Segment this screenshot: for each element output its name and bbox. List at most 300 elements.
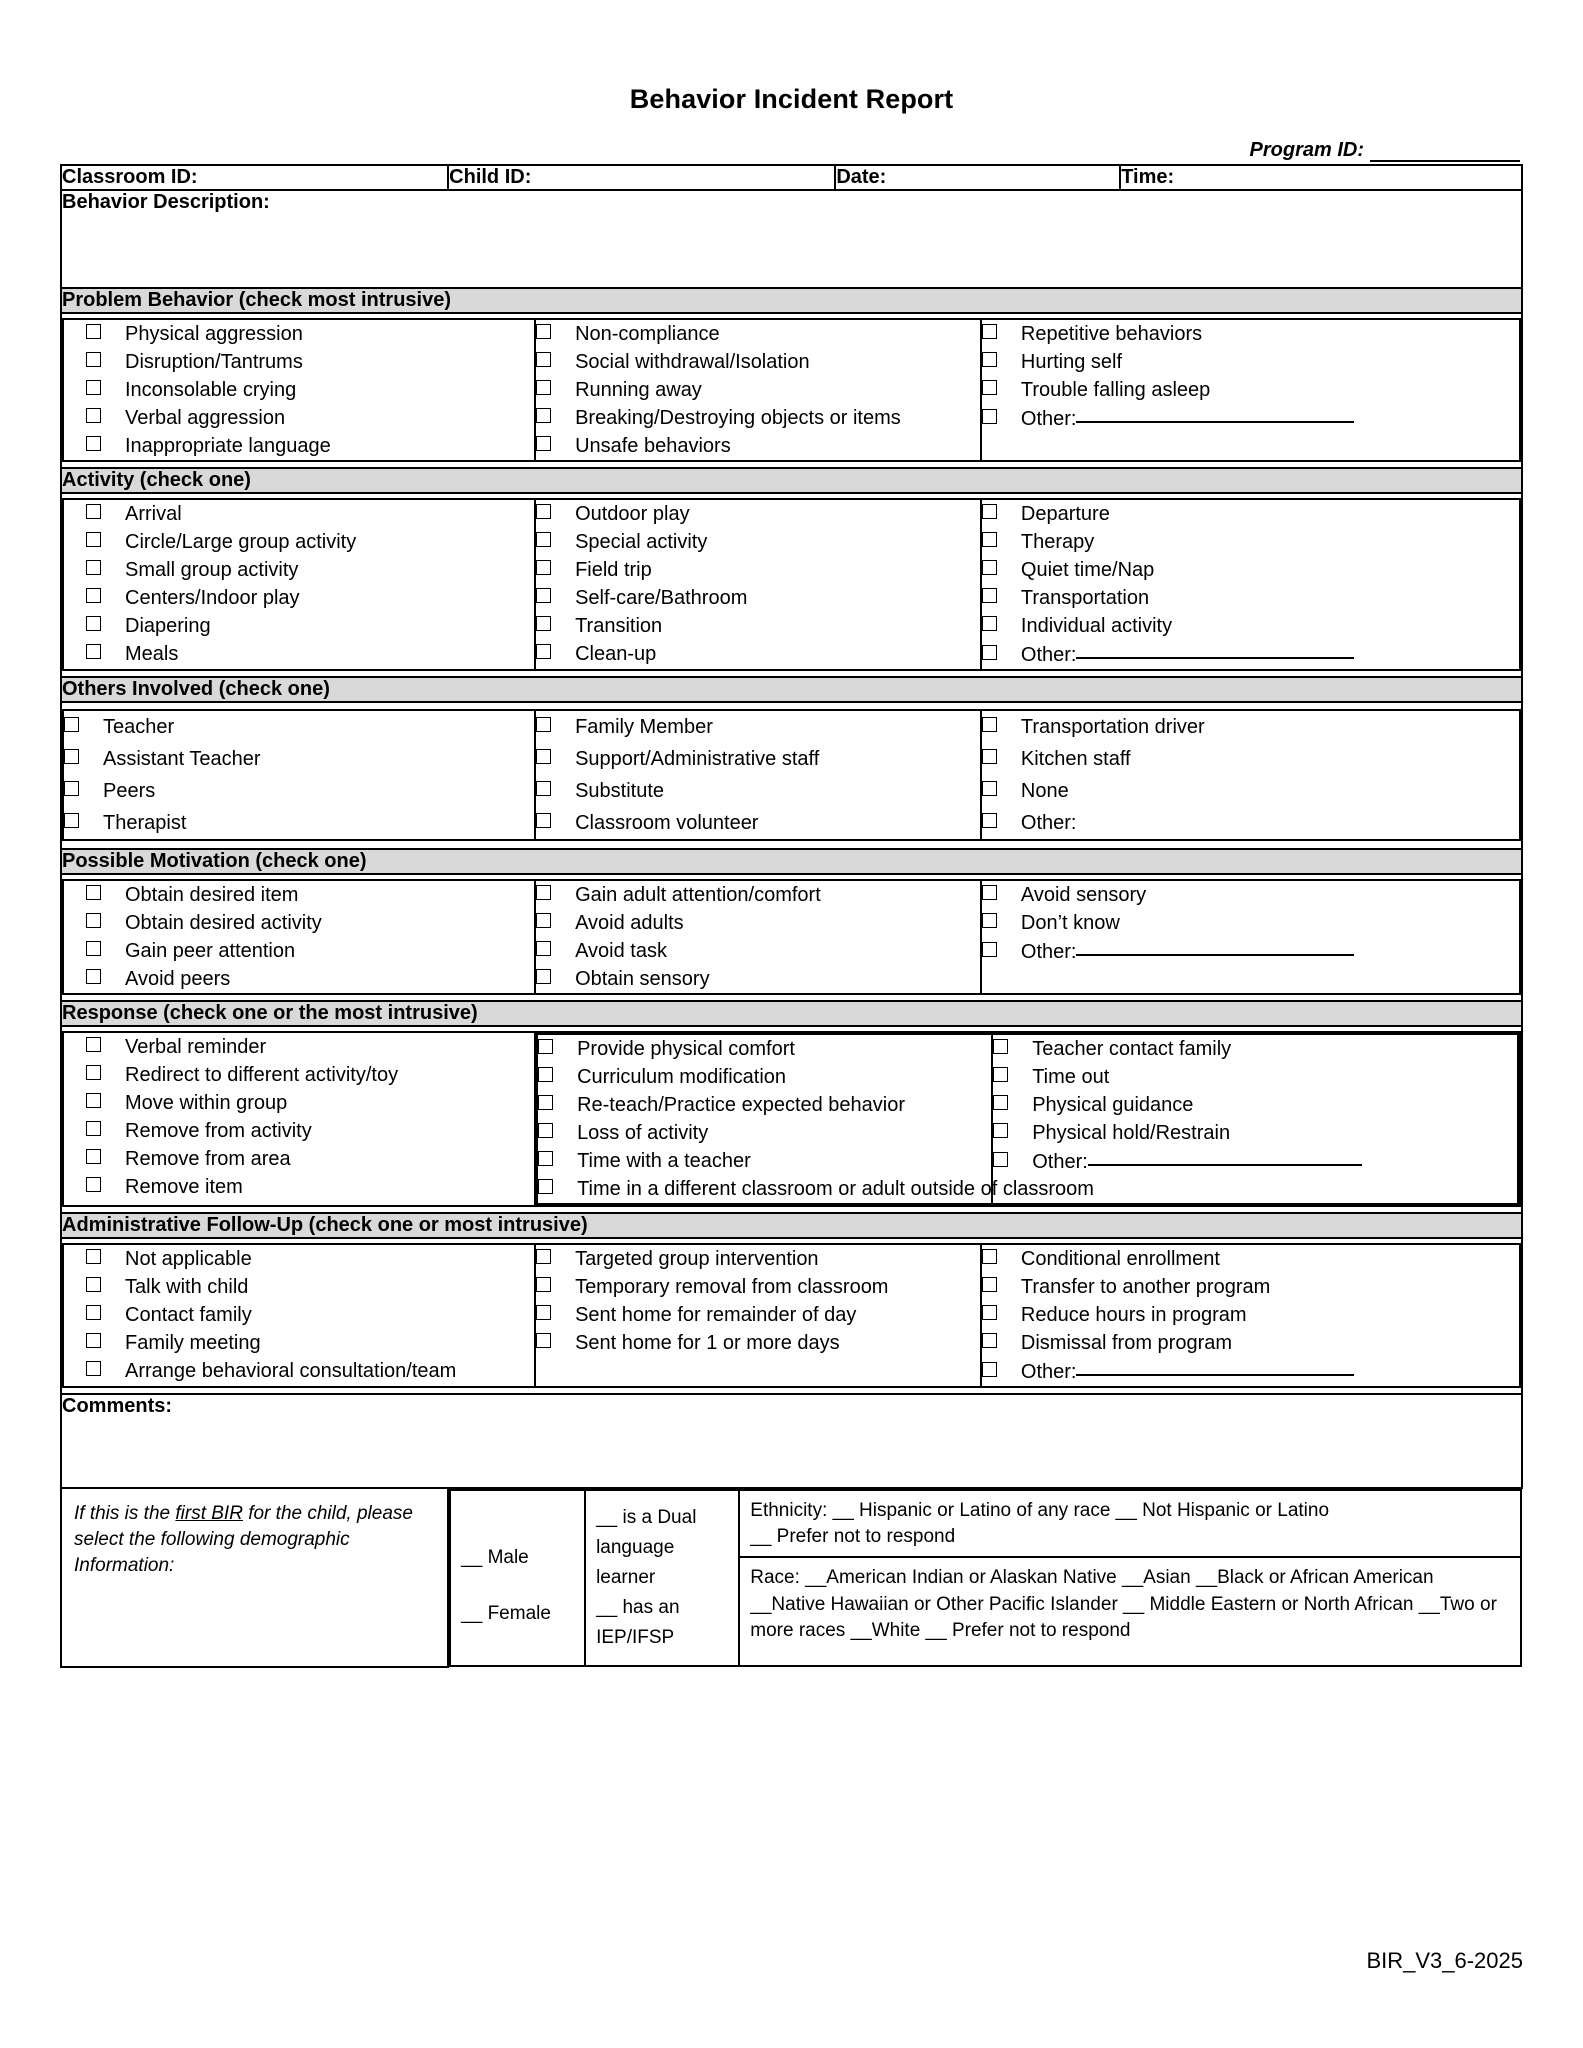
option-label: Avoid sensory [1020, 884, 1147, 906]
option-label: Breaking/Destroying objects or items [575, 407, 901, 429]
checkbox-icon[interactable] [982, 781, 997, 796]
checkbox-icon[interactable] [982, 1277, 997, 1292]
response-col-2-3 [535, 1032, 1520, 1206]
checkbox-icon[interactable] [64, 717, 79, 732]
checkbox-icon[interactable] [86, 885, 101, 900]
program-id-field[interactable] [60, 139, 1523, 162]
response-subgrid [536, 1033, 1519, 1205]
others-involved-col-1 [63, 710, 535, 840]
checkbox-row[interactable] [536, 1245, 980, 1273]
other-blank-line[interactable] [1076, 406, 1354, 423]
other-blank-line[interactable] [1076, 939, 1354, 956]
behavior-description-row [61, 190, 1522, 288]
checkbox-icon[interactable] [982, 380, 997, 395]
checkbox-row[interactable] [993, 1035, 1517, 1063]
checkbox-icon[interactable] [982, 532, 997, 547]
checkbox-icon[interactable] [86, 913, 101, 928]
checkbox-icon[interactable] [982, 616, 997, 631]
problem-behavior-options-cell [61, 313, 1522, 468]
option-label: Therapist [103, 812, 187, 834]
checkbox-icon[interactable] [536, 560, 551, 575]
checkbox-icon[interactable] [982, 324, 997, 339]
option-label: Don’t know [1020, 912, 1120, 934]
possible-motivation-options-row [61, 874, 1522, 1001]
checkbox-icon[interactable] [536, 588, 551, 603]
sex-options[interactable] [451, 1515, 584, 1641]
checkbox-row[interactable] [536, 711, 980, 743]
checkbox-row-other[interactable] [982, 937, 1519, 966]
checkbox-icon[interactable] [982, 813, 997, 828]
checkbox-icon[interactable] [538, 1095, 553, 1110]
checkbox-icon[interactable] [993, 1152, 1008, 1167]
checkbox-icon[interactable] [538, 1067, 553, 1082]
checkbox-row[interactable] [536, 909, 980, 937]
checkbox-icon[interactable] [982, 588, 997, 603]
checkbox-row[interactable] [64, 556, 534, 584]
checkbox-row[interactable] [64, 640, 534, 668]
checkbox-row[interactable] [538, 1063, 991, 1091]
checkbox-row[interactable] [982, 775, 1519, 807]
checkbox-icon[interactable] [86, 1149, 101, 1164]
activity-col-2 [535, 499, 981, 670]
option-label: Running away [575, 379, 702, 401]
option-label: Disruption/Tantrums [125, 351, 303, 373]
checkbox-icon[interactable] [982, 942, 997, 957]
document-version-code: BIR_V3_6-2025 [1366, 1948, 1523, 1973]
checkbox-icon[interactable] [86, 1361, 101, 1376]
problem-behavior-options-row [61, 313, 1522, 468]
checkbox-icon[interactable] [536, 352, 551, 367]
checkbox-row[interactable] [982, 612, 1519, 640]
checkbox-icon[interactable] [86, 1065, 101, 1080]
option-label: Support/Administrative staff [575, 748, 820, 770]
ethnicity-line-2[interactable]: __ Prefer not to respond [750, 1525, 956, 1547]
checkbox-row[interactable] [64, 404, 534, 432]
option-label: Redirect to different activity/toy [125, 1064, 399, 1086]
checkbox-icon[interactable] [86, 560, 101, 575]
checkbox-icon[interactable] [536, 644, 551, 659]
checkbox-icon[interactable] [538, 1179, 553, 1194]
comments-cell[interactable]: Comments: [61, 1394, 1522, 1488]
checkbox-icon[interactable] [536, 324, 551, 339]
option-label: Kitchen staff [1020, 748, 1131, 770]
activity-grid [62, 498, 1521, 671]
option-label: Sent home for 1 or more days [575, 1332, 840, 1354]
sex-option-male[interactable]: __ Male [461, 1547, 529, 1569]
checkbox-row[interactable] [993, 1091, 1517, 1119]
checkbox-row[interactable] [982, 1273, 1519, 1301]
checkbox-icon[interactable] [86, 941, 101, 956]
checkbox-row[interactable] [538, 1091, 991, 1119]
option-label: Conditional enrollment [1020, 1248, 1220, 1270]
checkbox-row[interactable] [536, 556, 980, 584]
checkbox-row[interactable] [982, 584, 1519, 612]
checkbox-row[interactable] [64, 1145, 534, 1173]
checkbox-icon[interactable] [538, 1123, 553, 1138]
checkbox-icon[interactable] [86, 532, 101, 547]
status-options-cell [585, 1490, 739, 1666]
option-label: Temporary removal from classroom [575, 1276, 889, 1298]
option-label: Reduce hours in program [1020, 1304, 1247, 1326]
checkbox-icon[interactable] [536, 969, 551, 984]
option-label: Verbal reminder [125, 1036, 267, 1058]
checkbox-row[interactable] [536, 965, 980, 993]
checkbox-row[interactable] [64, 376, 534, 404]
option-label: None [1020, 780, 1069, 802]
checkbox-row[interactable] [64, 711, 534, 743]
checkbox-row[interactable] [64, 1301, 534, 1329]
demographics-intro-before: If this is the [74, 1503, 176, 1524]
checkbox-icon[interactable] [538, 1039, 553, 1054]
checkbox-icon[interactable] [86, 1037, 101, 1052]
checkbox-icon[interactable] [86, 352, 101, 367]
checkbox-icon[interactable] [536, 616, 551, 631]
checkbox-icon[interactable] [536, 1277, 551, 1292]
option-label: Time out [1032, 1066, 1110, 1088]
checkbox-row[interactable] [982, 909, 1519, 937]
checkbox-row[interactable] [982, 348, 1519, 376]
checkbox-icon[interactable] [536, 717, 551, 732]
other-blank-line[interactable] [1076, 642, 1354, 659]
checkbox-row[interactable] [982, 556, 1519, 584]
checkbox-row[interactable] [536, 640, 980, 668]
checkbox-icon[interactable] [86, 1093, 101, 1108]
option-label: Avoid adults [575, 912, 684, 934]
checkbox-row[interactable] [536, 376, 980, 404]
checkbox-icon[interactable] [86, 644, 101, 659]
checkbox-icon[interactable] [982, 352, 997, 367]
checkbox-icon[interactable] [64, 781, 79, 796]
checkbox-row[interactable] [64, 1357, 534, 1385]
response-options-row [61, 1026, 1522, 1213]
checkbox-icon[interactable] [86, 1177, 101, 1192]
ethnicity-race-cell [739, 1490, 1521, 1666]
checkbox-icon[interactable] [982, 885, 997, 900]
checkbox-row[interactable] [536, 404, 980, 432]
checkbox-row[interactable] [64, 1089, 534, 1117]
others-involved-options-row [61, 702, 1522, 849]
option-label: Not applicable [125, 1248, 252, 1270]
checkbox-row[interactable] [982, 376, 1519, 404]
option-label: Other: [1020, 408, 1077, 430]
checkbox-row[interactable] [536, 500, 980, 528]
option-label: Arrange behavioral consultation/team [125, 1360, 457, 1382]
checkbox-row-other[interactable] [982, 404, 1519, 433]
checkbox-icon[interactable] [993, 1039, 1008, 1054]
others-involved-col-3 [981, 710, 1520, 840]
option-label: Transfer to another program [1020, 1276, 1271, 1298]
checkbox-icon[interactable] [86, 1249, 101, 1264]
problem-behavior-heading-row [61, 288, 1522, 313]
checkbox-row[interactable] [982, 1301, 1519, 1329]
checkbox-icon[interactable] [982, 1362, 997, 1377]
checkbox-icon[interactable] [993, 1123, 1008, 1138]
demographics-grid [449, 1489, 1522, 1667]
checkbox-icon[interactable] [536, 941, 551, 956]
checkbox-row[interactable] [982, 320, 1519, 348]
option-label: Arrival [125, 503, 182, 525]
checkbox-icon[interactable] [86, 324, 101, 339]
checkbox-icon[interactable] [982, 504, 997, 519]
status-options[interactable] [586, 1491, 738, 1665]
activity-heading-row [61, 468, 1522, 493]
option-label: Centers/Indoor play [125, 587, 300, 609]
checkbox-row[interactable] [64, 584, 534, 612]
date-cell[interactable]: Date: [835, 165, 1120, 190]
option-label: Diapering [125, 615, 211, 637]
checkbox-row[interactable] [64, 1273, 534, 1301]
administrative-follow-up-options-row [61, 1238, 1522, 1394]
option-label: Avoid peers [125, 968, 231, 990]
checkbox-row[interactable] [536, 528, 980, 556]
status-option-dual-language[interactable]: __ is a Dual language learner [596, 1507, 697, 1589]
problem-behavior-col-1 [63, 319, 535, 461]
checkbox-row[interactable] [536, 1329, 980, 1357]
checkbox-row[interactable] [982, 711, 1519, 743]
checkbox-icon[interactable] [86, 1333, 101, 1348]
option-label: Transportation [1020, 587, 1150, 609]
demographics-fields-cell [448, 1488, 1522, 1667]
administrative-follow-up-options-cell [61, 1238, 1522, 1394]
checkbox-icon[interactable] [982, 749, 997, 764]
checkbox-row[interactable] [64, 1033, 534, 1061]
checkbox-row[interactable] [64, 807, 534, 839]
checkbox-icon[interactable] [536, 885, 551, 900]
checkbox-icon[interactable] [982, 717, 997, 732]
possible-motivation-grid [62, 879, 1521, 995]
classroom-id-cell[interactable]: Classroom ID: [61, 165, 448, 190]
race-block[interactable]: Race: __American Indian or Alaskan Native __Asian __Black or African American __Native Hawaiian or Other Pacific Islander __ Middle Eastern or North African __Two or more races __White __ Prefer not to respond [750, 1567, 1497, 1641]
checkbox-icon[interactable] [86, 1305, 101, 1320]
activity-col-1 [63, 499, 535, 670]
checkbox-icon[interactable] [982, 409, 997, 424]
checkbox-row[interactable] [536, 807, 980, 839]
checkbox-icon[interactable] [86, 616, 101, 631]
section-heading-possible-motivation: Possible Motivation (check one) [61, 849, 1522, 874]
others-involved-options-cell [61, 702, 1522, 849]
checkbox-icon[interactable] [536, 408, 551, 423]
other-blank-line[interactable] [1076, 1359, 1354, 1376]
checkbox-row[interactable] [536, 775, 980, 807]
time-cell[interactable]: Time: [1120, 165, 1522, 190]
option-label: Gain adult attention/comfort [575, 884, 821, 906]
section-heading-activity: Activity (check one) [61, 468, 1522, 493]
option-label: Classroom volunteer [575, 812, 759, 834]
checkbox-row[interactable] [64, 1245, 534, 1273]
checkbox-row[interactable] [538, 1175, 1094, 1203]
administrative-follow-up-col-3 [981, 1244, 1520, 1387]
problem-behavior-grid [62, 318, 1521, 462]
option-label: Circle/Large group activity [125, 531, 357, 553]
option-label: Hurting self [1020, 351, 1123, 373]
checkbox-row[interactable] [538, 1147, 991, 1175]
checkbox-row[interactable] [536, 348, 980, 376]
checkbox-row[interactable] [64, 965, 534, 993]
option-label: Field trip [575, 559, 652, 581]
activity-options-row [61, 493, 1522, 677]
option-label: Transportation driver [1020, 716, 1205, 738]
checkbox-row-other[interactable] [993, 1147, 1517, 1176]
checkbox-row[interactable] [536, 584, 980, 612]
checkbox-row[interactable] [536, 1301, 980, 1329]
checkbox-icon[interactable] [64, 749, 79, 764]
checkbox-row[interactable] [64, 775, 534, 807]
problem-behavior-col-2 [535, 319, 981, 461]
option-label: Sent home for remainder of day [575, 1304, 857, 1326]
checkbox-icon[interactable] [536, 1333, 551, 1348]
checkbox-icon[interactable] [86, 436, 101, 451]
checkbox-row[interactable] [993, 1063, 1517, 1091]
checkbox-icon[interactable] [64, 813, 79, 828]
option-label: Gain peer attention [125, 940, 296, 962]
checkbox-row[interactable] [536, 432, 980, 460]
option-label: Other: [1032, 1151, 1088, 1173]
checkbox-icon[interactable] [536, 504, 551, 519]
checkbox-row[interactable] [64, 348, 534, 376]
checkbox-row-other[interactable] [982, 1357, 1519, 1386]
checkbox-icon[interactable] [536, 1305, 551, 1320]
checkbox-icon[interactable] [86, 408, 101, 423]
checkbox-row[interactable] [982, 881, 1519, 909]
option-label: Therapy [1020, 531, 1095, 553]
checkbox-icon[interactable] [86, 1121, 101, 1136]
option-label: Obtain desired item [125, 884, 299, 906]
checkbox-icon[interactable] [536, 532, 551, 547]
option-label: Self-care/Bathroom [575, 587, 748, 609]
option-label: Repetitive behaviors [1020, 323, 1203, 345]
checkbox-icon[interactable] [86, 380, 101, 395]
option-label: Peers [103, 780, 156, 802]
checkbox-row[interactable] [64, 937, 534, 965]
checkbox-row[interactable] [536, 743, 980, 775]
checkbox-icon[interactable] [536, 1249, 551, 1264]
option-label: Clean-up [575, 643, 657, 665]
page-title: Behavior Incident Report [629, 84, 954, 114]
checkbox-icon[interactable] [86, 588, 101, 603]
checkbox-icon[interactable] [982, 1249, 997, 1264]
option-label: Physical hold/Restrain [1032, 1122, 1231, 1144]
checkbox-row[interactable] [536, 881, 980, 909]
checkbox-row[interactable] [536, 320, 980, 348]
checkbox-row-other[interactable] [982, 807, 1519, 839]
activity-col-3 [981, 499, 1520, 670]
checkbox-row[interactable] [64, 881, 534, 909]
section-heading-problem-behavior: Problem Behavior (check most intrusive) [61, 288, 1522, 313]
sex-option-female[interactable]: __ Female [461, 1603, 551, 1625]
checkbox-row[interactable] [64, 909, 534, 937]
option-label: Social withdrawal/Isolation [575, 351, 810, 373]
program-id-blank-line[interactable] [1370, 142, 1520, 162]
checkbox-icon[interactable] [86, 1277, 101, 1292]
option-label: Time in a different classroom or adult outside of classroom [577, 1178, 1094, 1200]
option-label: Remove from activity [125, 1120, 312, 1142]
checkbox-icon[interactable] [982, 1333, 997, 1348]
checkbox-icon[interactable] [993, 1067, 1008, 1082]
checkbox-icon[interactable] [536, 749, 551, 764]
checkbox-row-other[interactable] [982, 640, 1519, 669]
comments-row [61, 1394, 1522, 1488]
checkbox-icon[interactable] [982, 1305, 997, 1320]
option-label: Physical guidance [1032, 1094, 1194, 1116]
checkbox-row[interactable] [64, 1329, 534, 1357]
checkbox-icon[interactable] [982, 560, 997, 575]
checkbox-icon[interactable] [536, 813, 551, 828]
checkbox-icon[interactable] [536, 380, 551, 395]
administrative-follow-up-grid [62, 1243, 1521, 1388]
checkbox-row[interactable] [64, 1061, 534, 1089]
checkbox-icon[interactable] [982, 913, 997, 928]
checkbox-row[interactable] [538, 1035, 991, 1063]
checkbox-icon[interactable] [86, 969, 101, 984]
option-label: Talk with child [125, 1276, 249, 1298]
option-label: Targeted group intervention [575, 1248, 819, 1270]
option-label: Family meeting [125, 1332, 261, 1354]
response-options-cell [61, 1026, 1522, 1213]
checkbox-row[interactable] [536, 937, 980, 965]
behavior-description-cell[interactable]: Behavior Description: [61, 190, 1522, 288]
checkbox-icon[interactable] [993, 1095, 1008, 1110]
child-id-cell[interactable]: Child ID: [448, 165, 835, 190]
checkbox-row[interactable] [982, 1329, 1519, 1357]
checkbox-row[interactable] [64, 320, 534, 348]
checkbox-row[interactable] [982, 528, 1519, 556]
ethnicity-line-1[interactable]: Ethnicity: __ Hispanic or Latino of any race __ Not Hispanic or Latino [750, 1500, 1330, 1521]
checkbox-row[interactable] [64, 432, 534, 460]
checkbox-row[interactable] [64, 743, 534, 775]
option-label: Outdoor play [575, 503, 690, 525]
identification-row [61, 165, 1522, 190]
section-heading-response: Response (check one or the most intrusive) [61, 1001, 1522, 1026]
checkbox-row[interactable] [982, 1245, 1519, 1273]
checkbox-row[interactable] [64, 1173, 534, 1201]
checkbox-row[interactable] [538, 1119, 991, 1147]
checkbox-row[interactable] [64, 612, 534, 640]
activity-options-cell [61, 493, 1522, 677]
checkbox-icon[interactable] [982, 645, 997, 660]
option-label: Obtain sensory [575, 968, 710, 990]
demographics-intro-text [62, 1489, 447, 1592]
option-label: Trouble falling asleep [1020, 379, 1211, 401]
checkbox-icon[interactable] [536, 781, 551, 796]
checkbox-row[interactable] [64, 1117, 534, 1145]
checkbox-icon[interactable] [538, 1151, 553, 1166]
option-label: Other: [1020, 1361, 1077, 1383]
option-label: Individual activity [1020, 615, 1173, 637]
checkbox-row[interactable] [64, 500, 534, 528]
possible-motivation-col-1 [63, 880, 535, 994]
checkbox-icon[interactable] [536, 913, 551, 928]
option-label: Other: [1020, 941, 1077, 963]
others-involved-heading-row [61, 677, 1522, 702]
status-option-iep-ifsp[interactable]: __ has an IEP/IFSP [596, 1597, 680, 1649]
program-id-label: Program ID: [1249, 139, 1364, 161]
option-label: Inappropriate language [125, 435, 331, 457]
checkbox-row[interactable] [536, 612, 980, 640]
other-blank-line[interactable] [1088, 1149, 1362, 1166]
checkbox-row[interactable] [982, 500, 1519, 528]
section-heading-others-involved: Others Involved (check one) [61, 677, 1522, 702]
checkbox-row[interactable] [64, 528, 534, 556]
checkbox-row[interactable] [993, 1119, 1517, 1147]
checkbox-icon[interactable] [86, 504, 101, 519]
ethnicity-block[interactable] [740, 1491, 1520, 1558]
checkbox-row[interactable] [982, 743, 1519, 775]
option-label: Other: [1020, 644, 1077, 666]
option-label: Inconsolable crying [125, 379, 297, 401]
checkbox-row[interactable] [536, 1273, 980, 1301]
checkbox-icon[interactable] [536, 436, 551, 451]
administrative-follow-up-col-2 [535, 1244, 981, 1387]
